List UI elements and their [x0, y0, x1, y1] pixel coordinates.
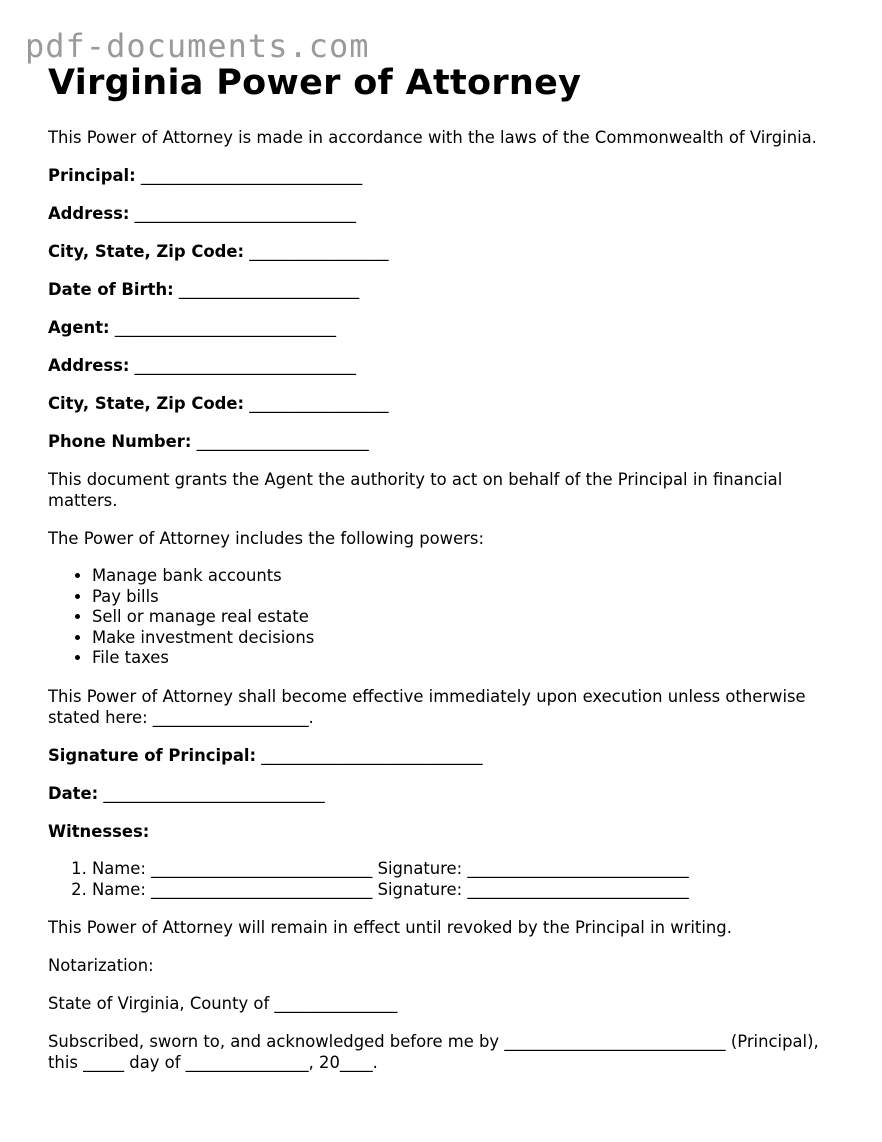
field-label: City, State, Zip Code:	[48, 242, 245, 261]
notarization-label: Notarization:	[48, 956, 154, 976]
subscribed-paragraph[interactable]: Subscribed, sworn to, and acknowledged before me by ___________________________ (Principal), this _____ day of _______________, 20____.	[48, 1032, 819, 1073]
list-item: • Manage bank accounts	[92, 566, 838, 587]
witnesses-heading	[48, 821, 838, 842]
agent-city-blank[interactable]: _________________	[249, 394, 389, 413]
principal-address-field	[48, 203, 838, 224]
revocation-paragraph: This Power of Attorney will remain in effect until revoked by the Principal in writing.	[48, 918, 732, 938]
list-item: • Make investment decisions	[92, 628, 838, 649]
intro-paragraph: This Power of Attorney is made in accordance with the laws of the Commonwealth of Virginia.	[48, 128, 817, 147]
signature-field	[48, 745, 838, 766]
powers-intro: The Power of Attorney includes the following powers:	[48, 529, 484, 548]
date-blank[interactable]: ___________________________	[103, 783, 325, 803]
date-of-birth-field	[48, 279, 838, 300]
phone-number-blank[interactable]: _____________________	[196, 432, 369, 451]
witnesses-list	[48, 859, 838, 900]
field-label: Date of Birth:	[48, 280, 174, 299]
principal-field	[48, 165, 838, 186]
powers-list	[48, 566, 838, 669]
witness-line[interactable]: 1. Name: ___________________________ Signature: ___________________________	[92, 859, 838, 880]
principal-city-blank[interactable]: _________________	[249, 242, 389, 261]
field-label: Principal:	[48, 166, 136, 185]
agent-city-field	[48, 393, 838, 414]
document	[48, 62, 838, 1073]
field-label: Address:	[48, 356, 130, 375]
list-item: • Sell or manage real estate	[92, 607, 838, 628]
watermark: pdf-documents.com	[25, 27, 370, 65]
field-label: Agent:	[48, 318, 110, 337]
list-item: • File taxes	[92, 648, 838, 669]
document-title: Virginia Power of Attorney	[48, 63, 582, 103]
state-county-line[interactable]: State of Virginia, County of _______________	[48, 994, 398, 1014]
field-label: Signature of Principal:	[48, 745, 257, 765]
effective-paragraph: This Power of Attorney shall become effective immediately upon execution unless otherwise stated here: ___________________.	[48, 686, 806, 727]
field-label: Witnesses:	[48, 821, 150, 841]
phone-number-field	[48, 431, 838, 452]
field-label: Phone Number:	[48, 432, 192, 451]
field-label: City, State, Zip Code:	[48, 394, 245, 413]
principal-address-blank[interactable]: ___________________________	[134, 204, 356, 223]
authority-paragraph: This document grants the Agent the authority to act on behalf of the Principal in financial matters.	[48, 470, 783, 510]
agent-blank[interactable]: ___________________________	[114, 318, 337, 337]
date-field	[48, 783, 838, 804]
principal-city-field	[48, 241, 838, 262]
signature-blank[interactable]: ___________________________	[261, 745, 483, 765]
agent-address-field	[48, 355, 838, 376]
agent-field	[48, 317, 838, 338]
list-item: • Pay bills	[92, 587, 838, 608]
date-of-birth-blank[interactable]: ______________________	[178, 280, 360, 299]
field-label: Address:	[48, 204, 130, 223]
agent-address-blank[interactable]: ___________________________	[134, 356, 356, 375]
field-label: Date:	[48, 783, 99, 803]
witness-line[interactable]: 2. Name: ___________________________ Signature: ___________________________	[92, 880, 838, 901]
principal-blank[interactable]: ___________________________	[140, 166, 363, 185]
